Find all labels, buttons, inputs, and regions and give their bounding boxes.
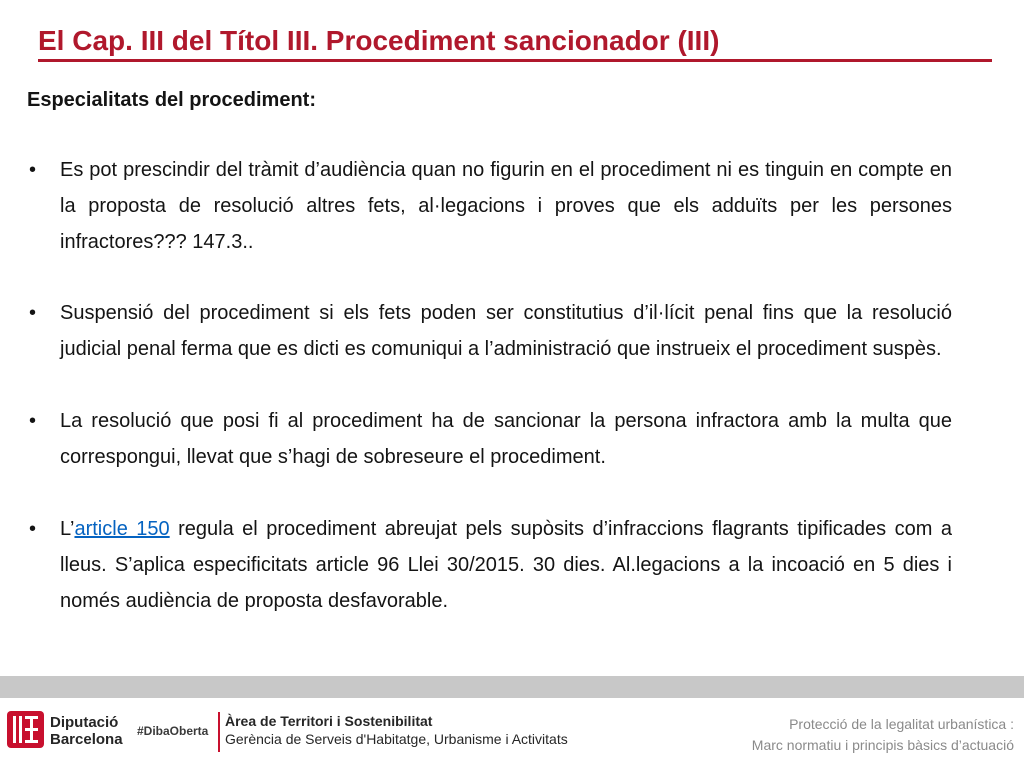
area-title: Àrea de Territori i Sostenibilitat [225, 713, 433, 729]
bullet-dot-icon: • [29, 159, 37, 181]
footer-band [0, 676, 1024, 698]
hashtag-label: #DibaOberta [137, 724, 209, 738]
brand-name-line2: Barcelona [50, 731, 123, 748]
bullet-text-prefix: L’ [60, 518, 75, 540]
brand-name-line1: Diputació [50, 714, 119, 731]
bullet-dot-icon: • [29, 302, 37, 324]
title-underline [38, 59, 992, 62]
bullet-text-suffix: regula el procediment abreujat pels supòsits d’infraccions flagrants tipificades com a lleus. S’aplica especificitats article 96 Llei 30/2015. 30 dies. Al.legacions a la incoació en 5 dies i només audiència de proposta desfavorable. [60, 518, 953, 612]
article-150-link[interactable]: article 150 [74, 518, 170, 540]
presentation-title-line1: Protecció de la legalitat urbanística : [789, 716, 1014, 732]
slide-title: El Cap. III del Títol III. Procediment sancionador (III) [38, 25, 720, 56]
bullet-dot-icon: • [29, 518, 37, 540]
bullet-text: Suspensió del procediment si els fets poden ser constitutius d’il·lícit penal fins que la resolució judicial penal ferma que es dicti es comuniqui a l’administració que instrueix el procediment suspès. [60, 302, 952, 360]
bullet-text: Es pot prescindir del tràmit d’audiència quan no figurin en el procediment ni es tinguin en compte en la proposta de resolució altres fets, al·legacions i proves que els adduïts per les persones infractores??? 147.3.. [60, 159, 952, 253]
diputacio-barcelona-logo-icon [7, 711, 44, 748]
bullet-dot-icon: • [29, 410, 37, 432]
presentation-title-line2: Marc normatiu i principis bàsics d’actuació [751, 737, 1014, 753]
area-subtitle: Gerència de Serveis d'Habitatge, Urbanisme i Activitats [225, 731, 568, 747]
bullet-text: La resolució que posi fi al procediment ha de sancionar la persona infractora amb la multa que correspongui, llevat que s’hagi de sobreseure el procediment. [60, 410, 952, 468]
bullet-text [60, 511, 952, 619]
footer-divider [218, 712, 220, 752]
section-subheading: Especialitats del procediment: [27, 89, 316, 111]
